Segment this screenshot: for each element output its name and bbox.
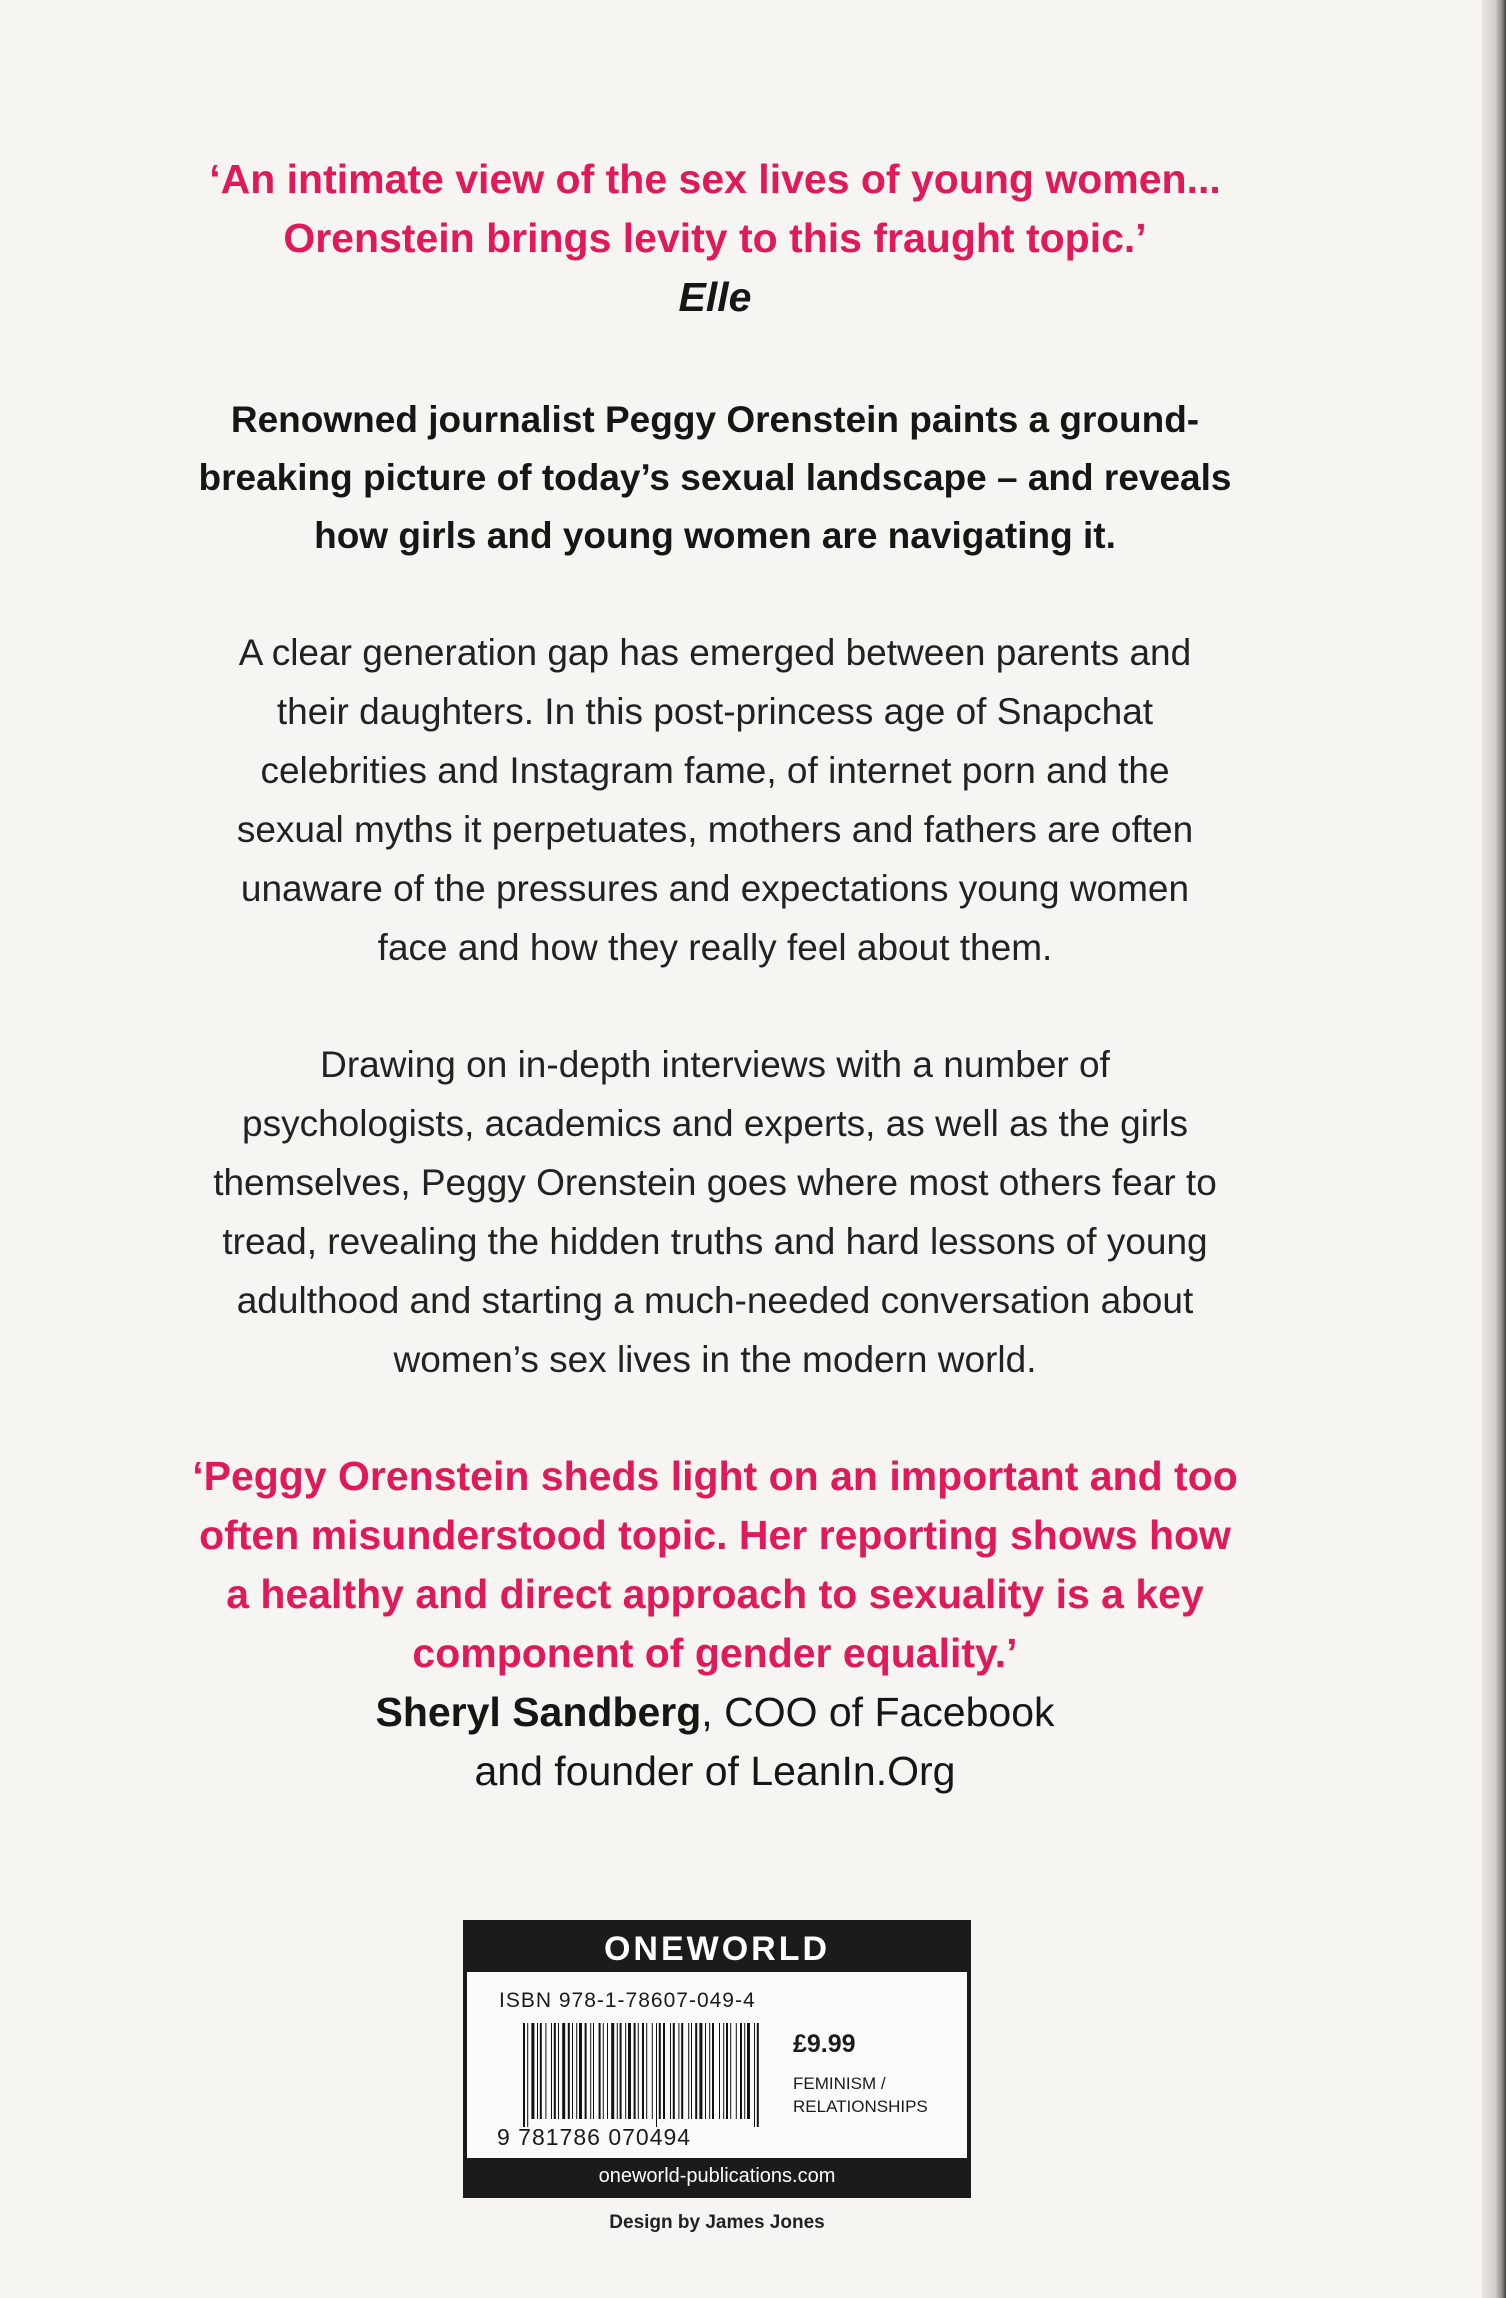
barcode-bar — [603, 2023, 604, 2119]
barcode-bar — [558, 2023, 559, 2119]
attribution-role: , COO of Facebook — [701, 1689, 1055, 1735]
barcode-bar — [757, 2023, 759, 2127]
quote-line: ‘Peggy Orenstein sheds light on an important and too — [192, 1453, 1238, 1499]
body-line: Drawing on in-depth interviews with a number of — [320, 1044, 1110, 1085]
category-line: RELATIONSHIPS — [793, 2097, 928, 2116]
category — [793, 2072, 928, 2118]
attribution-line: and founder of LeanIn.Org — [474, 1748, 956, 1794]
category-line: FEMINISM / — [793, 2074, 886, 2093]
quote-line: often misunderstood topic. Her reporting shows how — [199, 1512, 1231, 1558]
barcode-bar — [656, 2023, 657, 2127]
lede-line: how girls and young women are navigating it. — [314, 515, 1116, 556]
body-line: A clear generation gap has emerged between parents and — [238, 632, 1192, 673]
barcode-bar — [634, 2023, 636, 2119]
barcode-digits: 9 781786 070494 — [497, 2124, 692, 2150]
barcode-bar — [646, 2023, 647, 2119]
attribution-name: Sheryl Sandberg — [375, 1689, 702, 1735]
barcode-bar — [754, 2023, 755, 2127]
barcode-bar — [593, 2023, 594, 2119]
body-line: celebrities and Instagram fame, of internet porn and the — [260, 750, 1170, 791]
barcode-bar — [730, 2023, 731, 2119]
barcode-bar — [747, 2023, 750, 2119]
barcode-bar — [659, 2023, 661, 2119]
barcode-bar — [607, 2023, 608, 2119]
barcode-bar — [744, 2023, 745, 2119]
barcode-bar — [726, 2023, 728, 2119]
body-line: their daughters. In this post-princess age of Snapchat — [276, 691, 1154, 732]
barcode-bar — [611, 2023, 614, 2119]
barcode-bar — [719, 2023, 720, 2119]
barcode-bar — [691, 2023, 692, 2119]
barcode-bar — [705, 2023, 706, 2119]
publisher-logo: ONEWORLD — [467, 1924, 967, 1972]
barcode-bar — [554, 2023, 556, 2119]
barcode-bar — [620, 2023, 622, 2119]
barcode-bar — [740, 2023, 742, 2119]
spine-edge — [1482, 0, 1506, 2298]
barcode-bar — [576, 2023, 577, 2119]
barcode-bar — [688, 2023, 689, 2119]
publisher-website: oneworld-publications.com — [467, 2158, 967, 2194]
barcode-bar — [599, 2023, 601, 2119]
barcode-bar — [625, 2023, 626, 2119]
barcode-bar — [585, 2023, 587, 2119]
quote-attribution-sandberg — [140, 1683, 1290, 1801]
blurb-column — [140, 150, 1290, 1801]
body-paragraph-1 — [140, 623, 1290, 977]
quote-line: ‘An intimate view of the sex lives of young women... — [209, 156, 1221, 202]
body-line: themselves, Peggy Orenstein goes where most others fear to — [213, 1162, 1217, 1203]
isbn-label: ISBN 978-1-78607-049-4 — [499, 1989, 756, 2012]
barcode-bar — [562, 2023, 565, 2119]
quote-attribution: Elle — [678, 274, 752, 320]
barcode-bar — [537, 2023, 538, 2119]
barcode-bar — [545, 2023, 546, 2119]
body-line: face and how they really feel about them. — [377, 927, 1053, 968]
body-line: unaware of the pressures and expectations young women — [240, 868, 1190, 909]
barcode-bar — [540, 2023, 542, 2119]
barcode-bar — [736, 2023, 737, 2119]
barcode-bar — [681, 2023, 683, 2119]
body-line: sexual myths it perpetuates, mothers and fathers are often — [236, 809, 1194, 850]
barcode-bar — [663, 2023, 665, 2119]
barcode-bar — [527, 2023, 528, 2127]
barcode-bar — [699, 2023, 702, 2119]
barcode-bar — [642, 2023, 644, 2119]
review-quote-elle — [140, 150, 1290, 268]
barcode-bar — [568, 2023, 570, 2119]
barcode-bar — [572, 2023, 573, 2119]
body-line: tread, revealing the hidden truths and hard lessons of young — [222, 1221, 1208, 1262]
body-line: psychologists, academics and experts, as well as the girls — [242, 1103, 1188, 1144]
barcode-bar — [712, 2023, 714, 2119]
barcode-bar — [670, 2023, 671, 2119]
quote-line: a healthy and direct approach to sexuality is a key — [226, 1571, 1204, 1617]
quote-line: Orenstein brings levity to this fraught topic.’ — [283, 215, 1147, 261]
barcode-panel — [463, 1920, 971, 2198]
barcode-bar — [638, 2023, 639, 2119]
barcode-bar — [579, 2023, 582, 2119]
barcode-bar — [551, 2023, 552, 2119]
body-line: women’s sex lives in the modern world. — [393, 1339, 1037, 1380]
barcode-bar — [617, 2023, 618, 2119]
barcode-bar — [695, 2023, 697, 2119]
barcode-bar — [709, 2023, 710, 2119]
body-line: adulthood and starting a much-needed conversation about — [236, 1280, 1194, 1321]
price: £9.99 — [793, 2030, 856, 2058]
quote-line: component of gender equality.’ — [412, 1630, 1018, 1676]
barcode-bar — [652, 2023, 653, 2119]
barcode-bar — [590, 2023, 591, 2119]
barcode-bar — [523, 2023, 525, 2127]
barcode-bar — [628, 2023, 631, 2119]
lede-line: Renowned journalist Peggy Orenstein paints a ground- — [230, 399, 1200, 440]
lede-paragraph — [140, 391, 1290, 565]
barcode-bar — [531, 2023, 534, 2119]
barcode-bar — [723, 2023, 724, 2119]
barcode-bar — [678, 2023, 679, 2119]
review-quote-sandberg — [140, 1447, 1290, 1683]
body-paragraph-2 — [140, 1035, 1290, 1389]
attribution-line — [140, 1683, 1290, 1742]
design-credit: Design by James Jones — [609, 2212, 825, 2233]
barcode-bar — [673, 2023, 675, 2119]
barcode-bars — [523, 2023, 759, 2127]
lede-line: breaking picture of today’s sexual landscape – and reveals — [198, 457, 1232, 498]
